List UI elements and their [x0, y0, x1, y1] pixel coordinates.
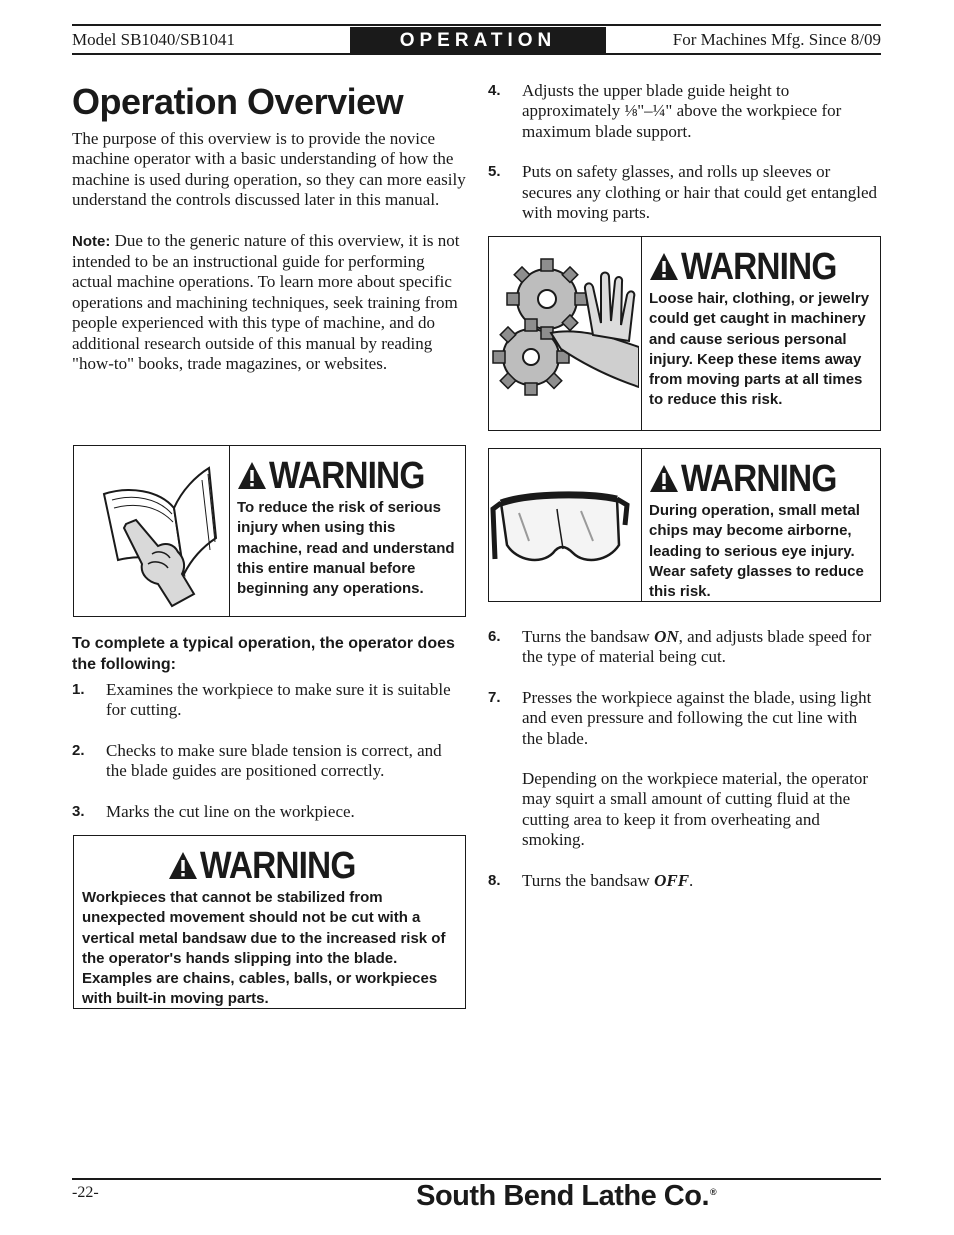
intro-paragraph: The purpose of this overview is to provide the novice machine operator with a basic understanding of how the machine is used during operation, so they can more easily understand the controls discussed later in this manual.: [72, 129, 466, 210]
page-number: -22-: [72, 1184, 99, 1201]
step-emphasis: ON: [654, 627, 679, 646]
procedure-left: [72, 633, 466, 822]
step-text-pre: Turns the bandsaw: [522, 870, 655, 890]
warning-word: WARNING: [681, 246, 837, 288]
gears-hand-icon: [489, 237, 642, 430]
warning-message: To reduce the risk of serious injury when using this machine, read and understand this entire manual before beginning any operations.: [237, 499, 455, 598]
step-item: [488, 81, 881, 142]
step-number: 4.: [488, 82, 501, 99]
warning-message: Workpieces that cannot be stabilized from unexpected movement should not be cut with a vertical metal bandsaw due to the increased risk of the operator's hands slipping into the blade. Examples are chains, cables, balls, or workpieces with built-in moving parts.: [82, 889, 446, 1008]
warning-triangle-icon: [649, 464, 679, 494]
step-number: 2.: [72, 741, 85, 759]
step-number: 1.: [72, 681, 85, 698]
warning-content: [641, 237, 880, 430]
warning-word: WARNING: [200, 845, 356, 887]
step-text: Presses the workpiece against the blade, using light and even pressure and following the cut line with the blade.: [522, 687, 872, 748]
step-number: 3.: [72, 802, 85, 820]
header-rule-bottom: [72, 53, 881, 55]
warning-heading: [649, 245, 872, 289]
step-text: Puts on safety glasses, and rolls up sleeves or secures any clothing or hair that could get entangled with moving parts.: [522, 162, 877, 223]
warning-content: [229, 446, 465, 616]
step-number: 8.: [488, 871, 501, 889]
section-band: OPERATION: [350, 27, 606, 53]
step-text-post: .: [689, 870, 694, 890]
step-item: [72, 802, 466, 822]
procedure-lead: To complete a typical operation, the operator does the following:: [72, 635, 455, 673]
warning-box-eye-protection: [488, 448, 881, 602]
step-item: [72, 680, 466, 721]
warning-content: [641, 449, 880, 601]
mfg-date-label: For Machines Mfg. Since 8/09: [672, 30, 881, 49]
warning-heading: [649, 457, 872, 501]
warning-word: WARNING: [681, 458, 837, 500]
left-column: [72, 80, 466, 374]
model-label: Model SB1040/SB1041: [72, 30, 235, 49]
warning-word: WARNING: [269, 455, 425, 497]
step-item: [488, 627, 881, 668]
warning-triangle-icon: [237, 461, 267, 491]
note-paragraph: [72, 231, 466, 375]
note-text: Due to the generic nature of this overview, it is not intended to be an instructional guide for performing actual machine operations. To learn more about specific operations and machining techniques, seek training from people experienced with this type of machine, and do additional research outside of this manual by reading "how-to" books, trade magazines, or websites.: [72, 230, 460, 374]
step-item: [488, 162, 881, 223]
note-label: Note:: [72, 232, 111, 250]
page-title: Operation Overview: [72, 81, 404, 122]
step-text: Marks the cut line on the workpiece.: [106, 801, 355, 821]
book-hand-icon: [74, 446, 230, 616]
registered-mark: ®: [710, 1187, 717, 1197]
procedure-right: [488, 627, 881, 891]
step-number: 5.: [488, 163, 501, 181]
step-text: Adjusts the upper blade guide height to approximately ⅛"–¼" above the workpiece for maximum blade support.: [522, 81, 842, 141]
warning-message: Loose hair, clothing, or jewelry could get caught in machinery and cause serious personal injury. Keep these items away from moving parts at all times to reduce this risk.: [649, 290, 870, 409]
step-extra-text: Depending on the workpiece material, the operator may squirt a small amount of cutting fluid at the cutting area to keep it from overheating and smoking.: [522, 769, 869, 850]
brand-logo: South Bend Lathe Co.: [416, 1180, 709, 1212]
step-item: [488, 688, 881, 851]
page-header: [72, 26, 881, 54]
step-item: [72, 741, 466, 782]
safety-glasses-icon: [489, 449, 642, 601]
step-emphasis: OFF: [654, 870, 690, 890]
step-number: 7.: [488, 688, 501, 706]
warning-content: [74, 836, 465, 1008]
warning-box-read-manual: [73, 445, 466, 617]
step-number: 6.: [488, 628, 501, 645]
warning-box-entanglement: [488, 236, 881, 431]
warning-message: During operation, small metal chips may become airborne, leading to serious eye injury. Wear safety glasses to reduce this risk.: [649, 502, 864, 601]
step-text-post: , and adjusts blade speed for the type of material being cut.: [522, 627, 872, 667]
warning-box-workpieces: [73, 835, 466, 1009]
warning-heading: [237, 454, 457, 498]
step-text-pre: Turns the bandsaw: [522, 627, 655, 646]
warning-triangle-icon: [168, 851, 198, 881]
step-text: Examines the workpiece to make sure it is suitable for cutting.: [106, 680, 451, 720]
step-item: [488, 871, 881, 891]
warning-heading: [168, 844, 457, 888]
step-text: Checks to make sure blade tension is correct, and the blade guides are positioned correctly.: [106, 740, 442, 781]
warning-triangle-icon: [649, 252, 679, 282]
right-column: [488, 80, 881, 223]
